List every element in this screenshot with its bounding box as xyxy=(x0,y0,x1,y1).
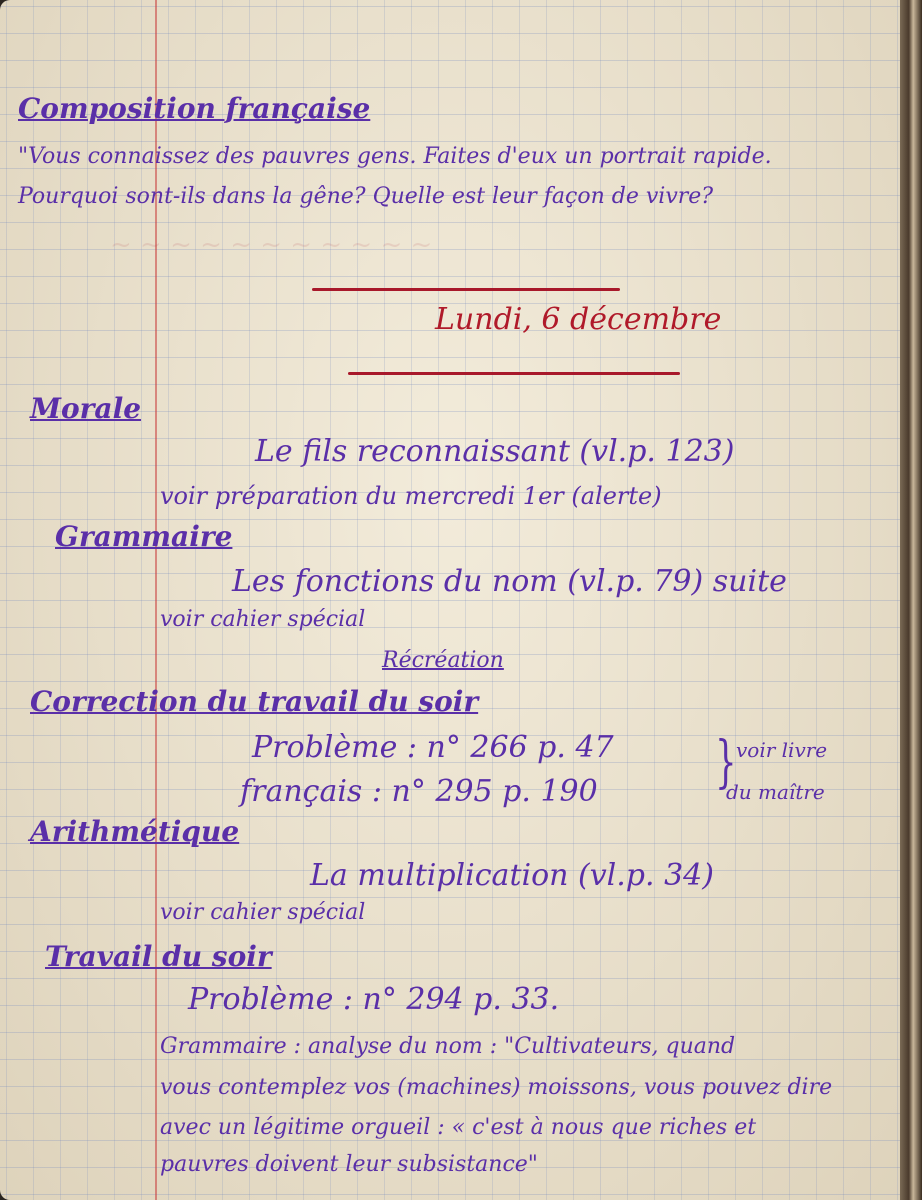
composition-line-2: Pourquoi sont-ils dans la gêne? Quelle est leur façon de vivre? xyxy=(18,184,714,209)
margin-line xyxy=(155,0,157,1200)
correction-aside-1: voir livre xyxy=(736,738,828,762)
arithmetique-heading: Arithmétique xyxy=(30,815,240,848)
date-rule-top xyxy=(312,288,620,291)
travail-line-4: pauvres doivent leur subsistance" xyxy=(160,1152,538,1177)
travail-line-2: vous contemplez vos (machines) moissons, vous pouvez dire xyxy=(160,1075,833,1100)
arithmetique-note: voir cahier spécial xyxy=(160,900,366,925)
notebook-binding xyxy=(900,0,922,1200)
arithmetique-title: La multiplication (vl.p. 34) xyxy=(310,858,714,893)
grammaire-title: Les fonctions du nom (vl.p. 79) suite xyxy=(232,564,787,599)
date-rule-bottom xyxy=(348,372,680,375)
correction-aside-2: du maître xyxy=(726,780,825,804)
curly-brace-icon: } xyxy=(715,730,737,795)
bleed-through: ~ ~ ~ ~ ~ ~ ~ ~ ~ ~ ~ xyxy=(110,230,433,260)
date-heading: Lundi, 6 décembre xyxy=(435,302,722,337)
travail-heading: Travail du soir xyxy=(45,940,272,973)
travail-line-3: avec un légitime orgueil : « c'est à nous que riches et xyxy=(160,1115,757,1140)
recreation-label: Récréation xyxy=(382,648,504,673)
morale-note: voir préparation du mercredi 1er (alerte) xyxy=(160,482,662,510)
composition-heading: Composition française xyxy=(18,92,371,125)
grammaire-note: voir cahier spécial xyxy=(160,607,366,632)
travail-probleme: Problème : n° 294 p. 33. xyxy=(188,982,560,1017)
morale-title: Le fils reconnaissant (vl.p. 123) xyxy=(255,434,735,469)
correction-line-1: Problème : n° 266 p. 47 xyxy=(252,730,614,765)
correction-line-2: français : n° 295 p. 190 xyxy=(240,774,598,809)
morale-heading: Morale xyxy=(30,392,142,425)
composition-line-1: "Vous connaissez des pauvres gens. Faites d'eux un portrait rapide. xyxy=(18,144,772,169)
correction-heading: Correction du travail du soir xyxy=(30,685,479,718)
travail-line-1: Grammaire : analyse du nom : "Cultivateurs, quand xyxy=(160,1034,736,1059)
grammaire-heading: Grammaire xyxy=(55,520,233,553)
